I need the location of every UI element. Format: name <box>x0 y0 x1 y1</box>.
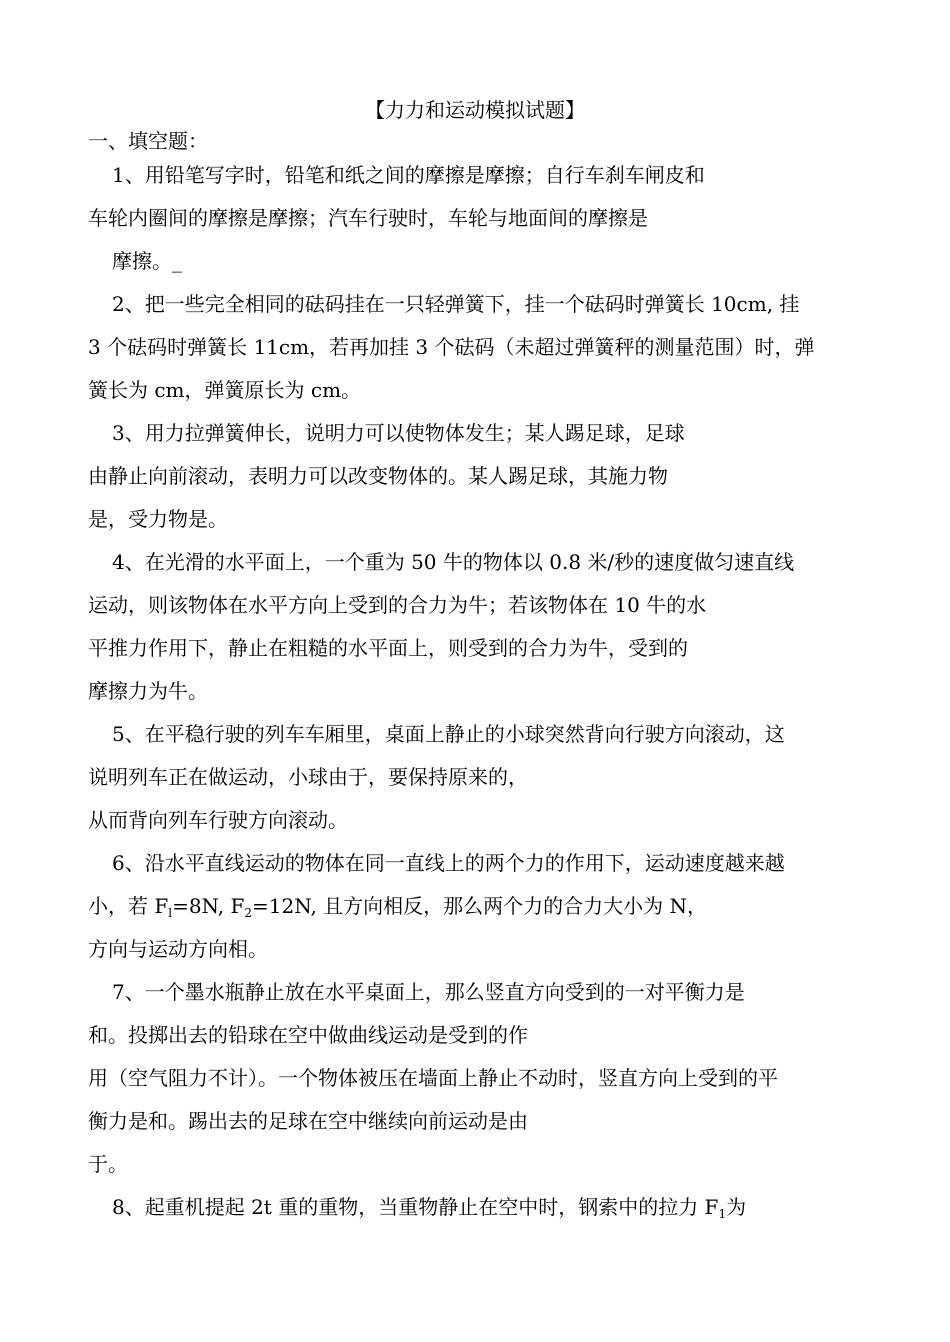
q7-line-4: 衡力是和。踢出去的足球在空中继续向前运动是由 <box>88 1109 528 1133</box>
q2-line-1: 2、把一些完全相同的砝码挂在一只轻弹簧下，挂一个砝码时弹簧长 10cm, 挂 <box>112 292 800 316</box>
q8-line-1 <box>112 1194 746 1227</box>
q4-line-1: 4、在光滑的水平面上，一个重为 50 牛的物体以 0.8 米/秒的速度做匀速直线 <box>112 550 795 574</box>
q6-subscript-1: l <box>168 906 173 920</box>
q4-line-4: 摩擦力为牛。 <box>88 679 208 703</box>
q7-line-5: 于。 <box>88 1152 128 1176</box>
q8-text-b: 为 <box>726 1195 747 1219</box>
q4-line-2: 运动，则该物体在水平方向上受到的合力为牛；若该物体在 10 牛的水 <box>88 593 707 617</box>
q1-line-3: 摩擦。_ <box>112 249 182 273</box>
q7-line-3: 用（空气阻力不计）。一个物体被压在墙面上静止不动时，竖直方向上受到的平 <box>88 1066 778 1090</box>
q3-line-3: 是，受力物是。 <box>88 507 228 531</box>
q1-line-2: 车轮内圈间的摩擦是摩擦；汽车行驶时，车轮与地面间的摩擦是 <box>88 206 648 230</box>
q6-text-a: 小，若 F <box>88 894 169 918</box>
document-title: 【力力和运动模拟试题】 <box>365 98 585 122</box>
q6-line-2 <box>88 893 707 926</box>
q6-subscript-2: 2 <box>244 906 253 920</box>
q8-subscript-1: 1 <box>718 1207 727 1221</box>
q3-line-1: 3、用力拉弹簧伸长，说明力可以使物体发生；某人踢足球，足球 <box>112 421 685 445</box>
q8-text-a: 8、起重机提起 2t 重的重物，当重物静止在空中时，钢索中的拉力 F <box>112 1195 719 1219</box>
q6-line-1: 6、沿水平直线运动的物体在同一直线上的两个力的作用下，运动速度越来越 <box>112 851 785 875</box>
section-heading: 一、填空题： <box>88 129 208 153</box>
q7-line-1: 7、一个墨水瓶静止放在水平桌面上，那么竖直方向受到的一对平衡力是 <box>112 980 745 1004</box>
q5-line-1: 5、在平稳行驶的列车车厢里，桌面上静止的小球突然背向行驶方向滚动，这 <box>112 722 785 746</box>
q4-line-3: 平推力作用下，静止在粗糙的水平面上，则受到的合力为牛，受到的 <box>88 636 688 660</box>
q5-line-2: 说明列车正在做运动，小球由于，要保持原来的， <box>88 765 528 789</box>
q2-line-3: 簧长为 cm，弹簧原长为 cm。 <box>88 378 362 402</box>
q5-line-3: 从而背向列车行驶方向滚动。 <box>88 808 348 832</box>
q6-text-b: =8N, F <box>172 894 245 918</box>
q2-line-2: 3 个砝码时弹簧长 11cm，若再加挂 3 个砝码（未超过弹簧秤的测量范围）时，弹 <box>88 335 815 359</box>
q1-line-1: 1、用铅笔写字时，铅笔和纸之间的摩擦是摩擦；自行车刹车闸皮和 <box>112 163 705 187</box>
q3-line-2: 由静止向前滚动，表明力可以改变物体的。某人踢足球，其施力物 <box>88 464 668 488</box>
q7-line-2: 和。投掷出去的铅球在空中做曲线运动是受到的作 <box>88 1023 528 1047</box>
q6-text-c: =12N, 且方向相反，那么两个力的合力大小为 N， <box>252 894 708 918</box>
q6-line-3: 方向与运动方向相。 <box>88 937 268 961</box>
